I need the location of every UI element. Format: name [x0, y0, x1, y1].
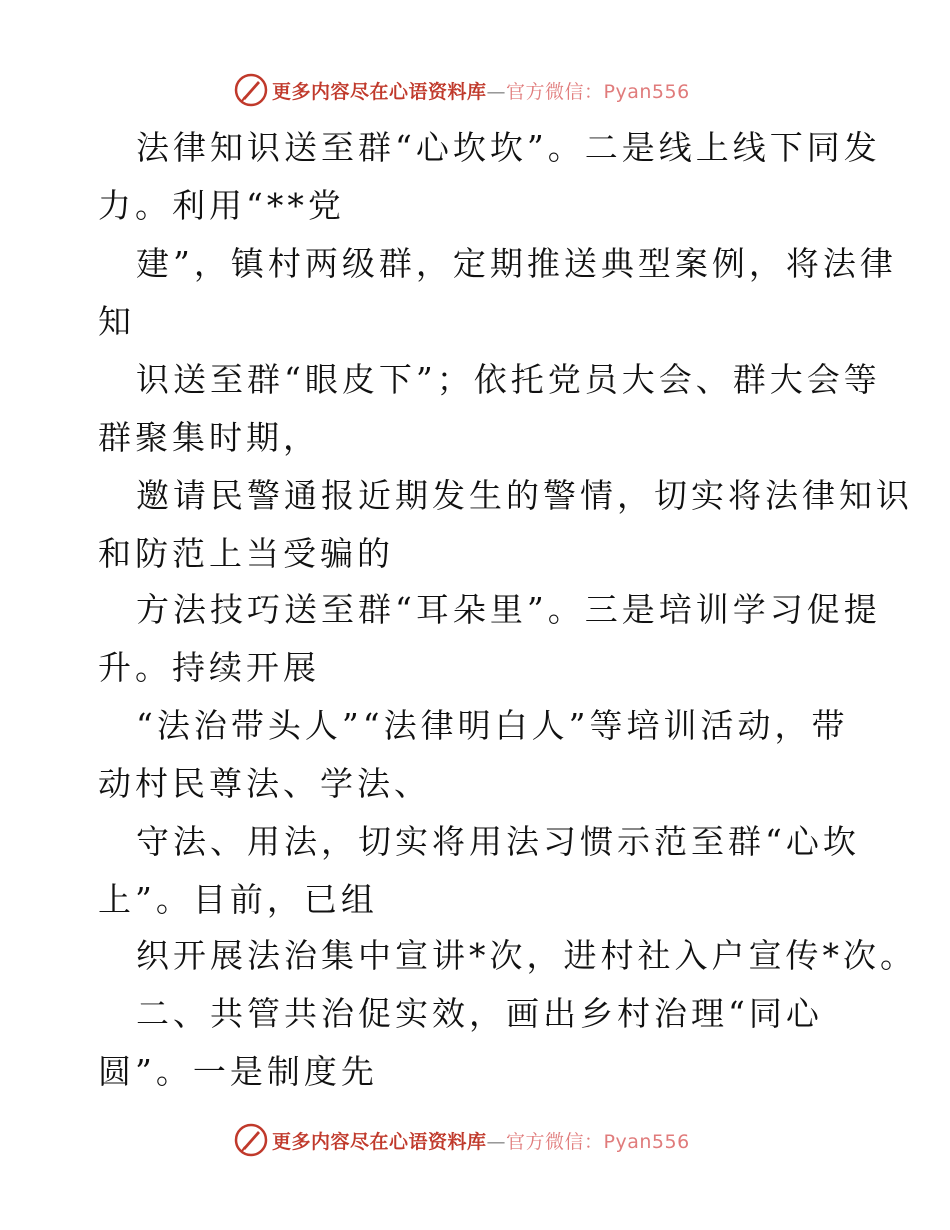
text-line: 和防范上当受骗的	[98, 534, 394, 573]
watermark-separator: —	[486, 80, 507, 103]
text-line: 邀请民警通报近期发生的警情，切实将法律知识	[136, 476, 913, 515]
quill-logo-icon	[234, 73, 268, 107]
watermark-separator: —	[486, 1130, 507, 1153]
watermark-banner-bottom	[234, 1122, 754, 1158]
text-line: 知	[98, 302, 135, 341]
watermark-text	[272, 77, 690, 104]
watermark-banner-top	[234, 72, 754, 108]
text-line: 二、共管共治促实效，画出乡村治理“同心	[136, 994, 823, 1033]
text-line: 法律知识送至群“心坎坎”。二是线上线下同发	[136, 128, 881, 167]
text-line: 升。持续开展	[98, 648, 320, 687]
text-line: 识送至群“眼皮下”；依托党员大会、群大会等	[136, 360, 881, 399]
watermark-wechat: 官方微信：Pyan556	[506, 80, 690, 103]
text-line: 力。利用“**党	[98, 186, 345, 225]
quill-logo-icon	[234, 1123, 268, 1157]
text-line: 方法技巧送至群“耳朵里”。三是培训学习促提	[136, 590, 881, 629]
text-line: 守法、用法，切实将用法习惯示范至群“心坎	[136, 822, 860, 861]
text-line: “法治带头人”“法律明白人”等培训活动，带	[136, 706, 849, 745]
text-line: 建”，镇村两级群，定期推送典型案例，将法律	[136, 244, 897, 283]
text-line: 群聚集时期，	[98, 418, 320, 457]
watermark-brand: 更多内容尽在心语资料库	[272, 1130, 487, 1153]
watermark-brand: 更多内容尽在心语资料库	[272, 80, 487, 103]
text-line: 织开展法治集中宣讲*次，进村社入户宣传*次。	[136, 936, 917, 975]
text-line: 动村民尊法、学法、	[98, 764, 431, 803]
text-line: 圆”。一是制度先	[98, 1052, 378, 1091]
text-line: 上”。目前，已组	[98, 880, 378, 919]
watermark-wechat: 官方微信：Pyan556	[506, 1130, 690, 1153]
watermark-text	[272, 1127, 690, 1154]
